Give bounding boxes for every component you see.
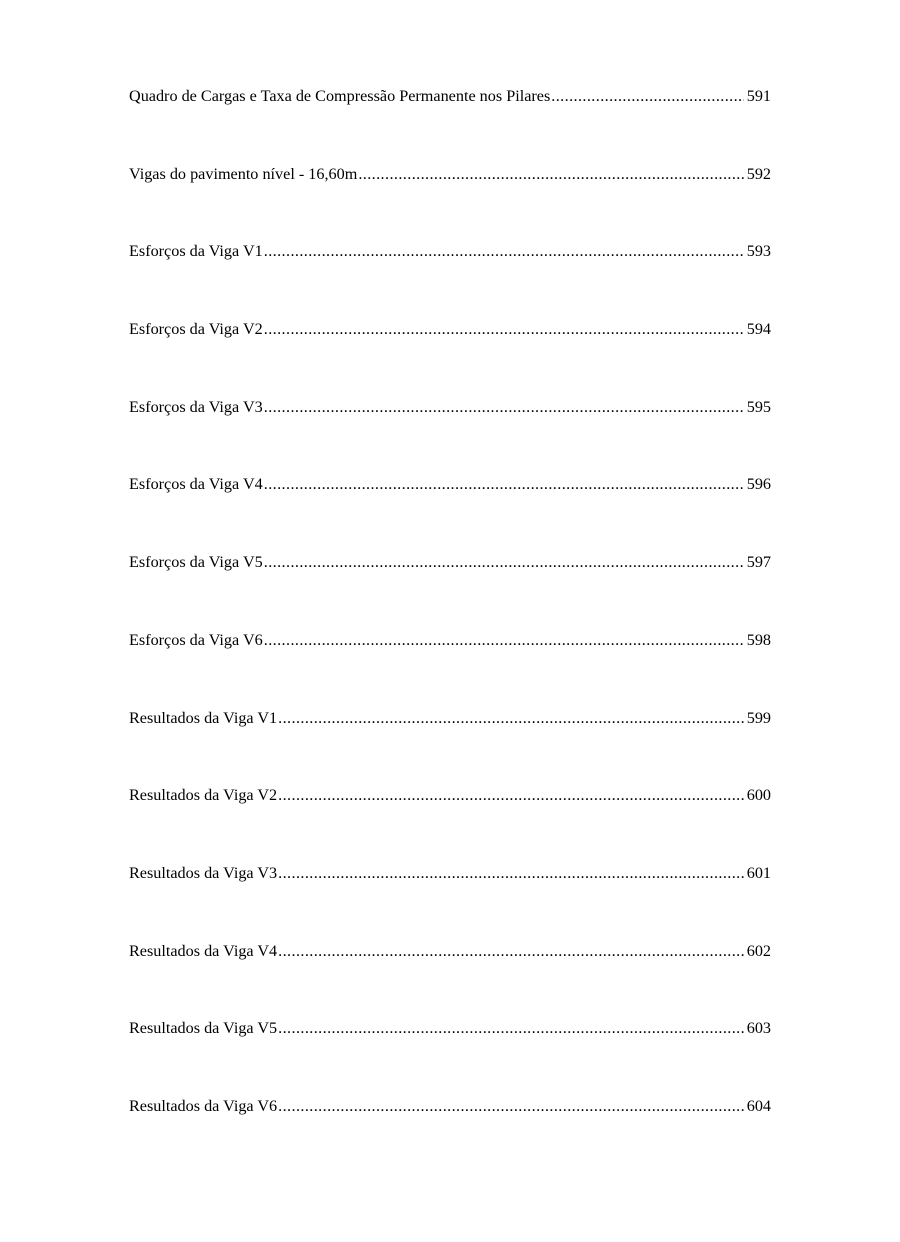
toc-entry-title: Esforços da Viga V2 xyxy=(129,320,263,339)
toc-dot-leader xyxy=(278,1095,744,1117)
toc-page-number: 598 xyxy=(746,630,771,649)
toc-dot-leader xyxy=(278,862,744,884)
toc-entry-title: Quadro de Cargas e Taxa de Compressão Permanente nos Pilares xyxy=(129,87,551,105)
toc-dot-leader xyxy=(358,163,743,185)
toc-entry-resultados-v6[interactable] xyxy=(129,1095,771,1173)
toc-entry-title: Esforços da Viga V4 xyxy=(129,475,263,494)
toc-entry-resultados-v2[interactable] xyxy=(129,784,771,862)
toc-dot-leader xyxy=(264,473,744,495)
toc-entry-esforcos-v1[interactable] xyxy=(129,240,771,318)
toc-entry-esforcos-v5[interactable] xyxy=(129,551,771,629)
toc-entry-vigas-do-pavimento[interactable] xyxy=(129,163,771,241)
toc-entry-quadro-de-cargas[interactable] xyxy=(129,85,771,163)
toc-entry-title: Resultados da Viga V1 xyxy=(129,708,278,727)
toc-entry-title: Resultados da Viga V3 xyxy=(129,863,278,882)
toc-entry-title: Esforços da Viga V6 xyxy=(129,630,263,649)
toc-dot-leader xyxy=(264,396,744,418)
toc-page-number: 600 xyxy=(746,786,771,805)
toc-entry-esforcos-v3[interactable] xyxy=(129,396,771,474)
toc-page-number: 594 xyxy=(746,320,771,339)
toc-dot-leader xyxy=(278,1017,744,1039)
toc-page-number: 595 xyxy=(746,397,771,416)
toc-dot-leader xyxy=(551,85,743,107)
toc-entry-title: Resultados da Viga V2 xyxy=(129,786,278,805)
toc-page-number: 599 xyxy=(746,708,771,727)
toc-entry-title: Vigas do pavimento nível - 16,60m xyxy=(129,164,358,183)
toc-page-number: 596 xyxy=(746,475,771,494)
toc-entry-esforcos-v2[interactable] xyxy=(129,318,771,396)
toc-dot-leader xyxy=(264,240,744,262)
toc-page-number: 593 xyxy=(746,242,771,261)
toc-page-number: 601 xyxy=(746,863,771,882)
toc-dot-leader xyxy=(278,707,744,729)
toc-entry-resultados-v1[interactable] xyxy=(129,707,771,785)
toc-entry-esforcos-v4[interactable] xyxy=(129,473,771,551)
toc-page-number: 603 xyxy=(746,1019,771,1038)
toc-entry-resultados-v3[interactable] xyxy=(129,862,771,940)
toc-dot-leader xyxy=(264,629,744,651)
toc-entry-title: Resultados da Viga V4 xyxy=(129,941,278,960)
toc-entry-resultados-v5[interactable] xyxy=(129,1017,771,1095)
toc-page-number: 591 xyxy=(746,87,771,105)
toc-page-number: 597 xyxy=(746,553,771,572)
toc-entry-title: Esforços da Viga V5 xyxy=(129,553,263,572)
toc-dot-leader xyxy=(264,318,744,340)
toc-dot-leader xyxy=(278,940,744,962)
toc-entry-esforcos-v6[interactable] xyxy=(129,629,771,707)
toc-page-number: 592 xyxy=(746,164,771,183)
toc-entry-resultados-v4[interactable] xyxy=(129,940,771,1018)
toc-page-number: 604 xyxy=(746,1096,771,1115)
toc-entry-title: Esforços da Viga V1 xyxy=(129,242,263,261)
toc-entry-title: Resultados da Viga V5 xyxy=(129,1019,278,1038)
toc-entry-title: Esforços da Viga V3 xyxy=(129,397,263,416)
table-of-contents xyxy=(129,85,771,1173)
toc-entry-title: Resultados da Viga V6 xyxy=(129,1096,278,1115)
toc-dot-leader xyxy=(278,784,744,806)
toc-dot-leader xyxy=(264,551,744,573)
toc-page-number: 602 xyxy=(746,941,771,960)
